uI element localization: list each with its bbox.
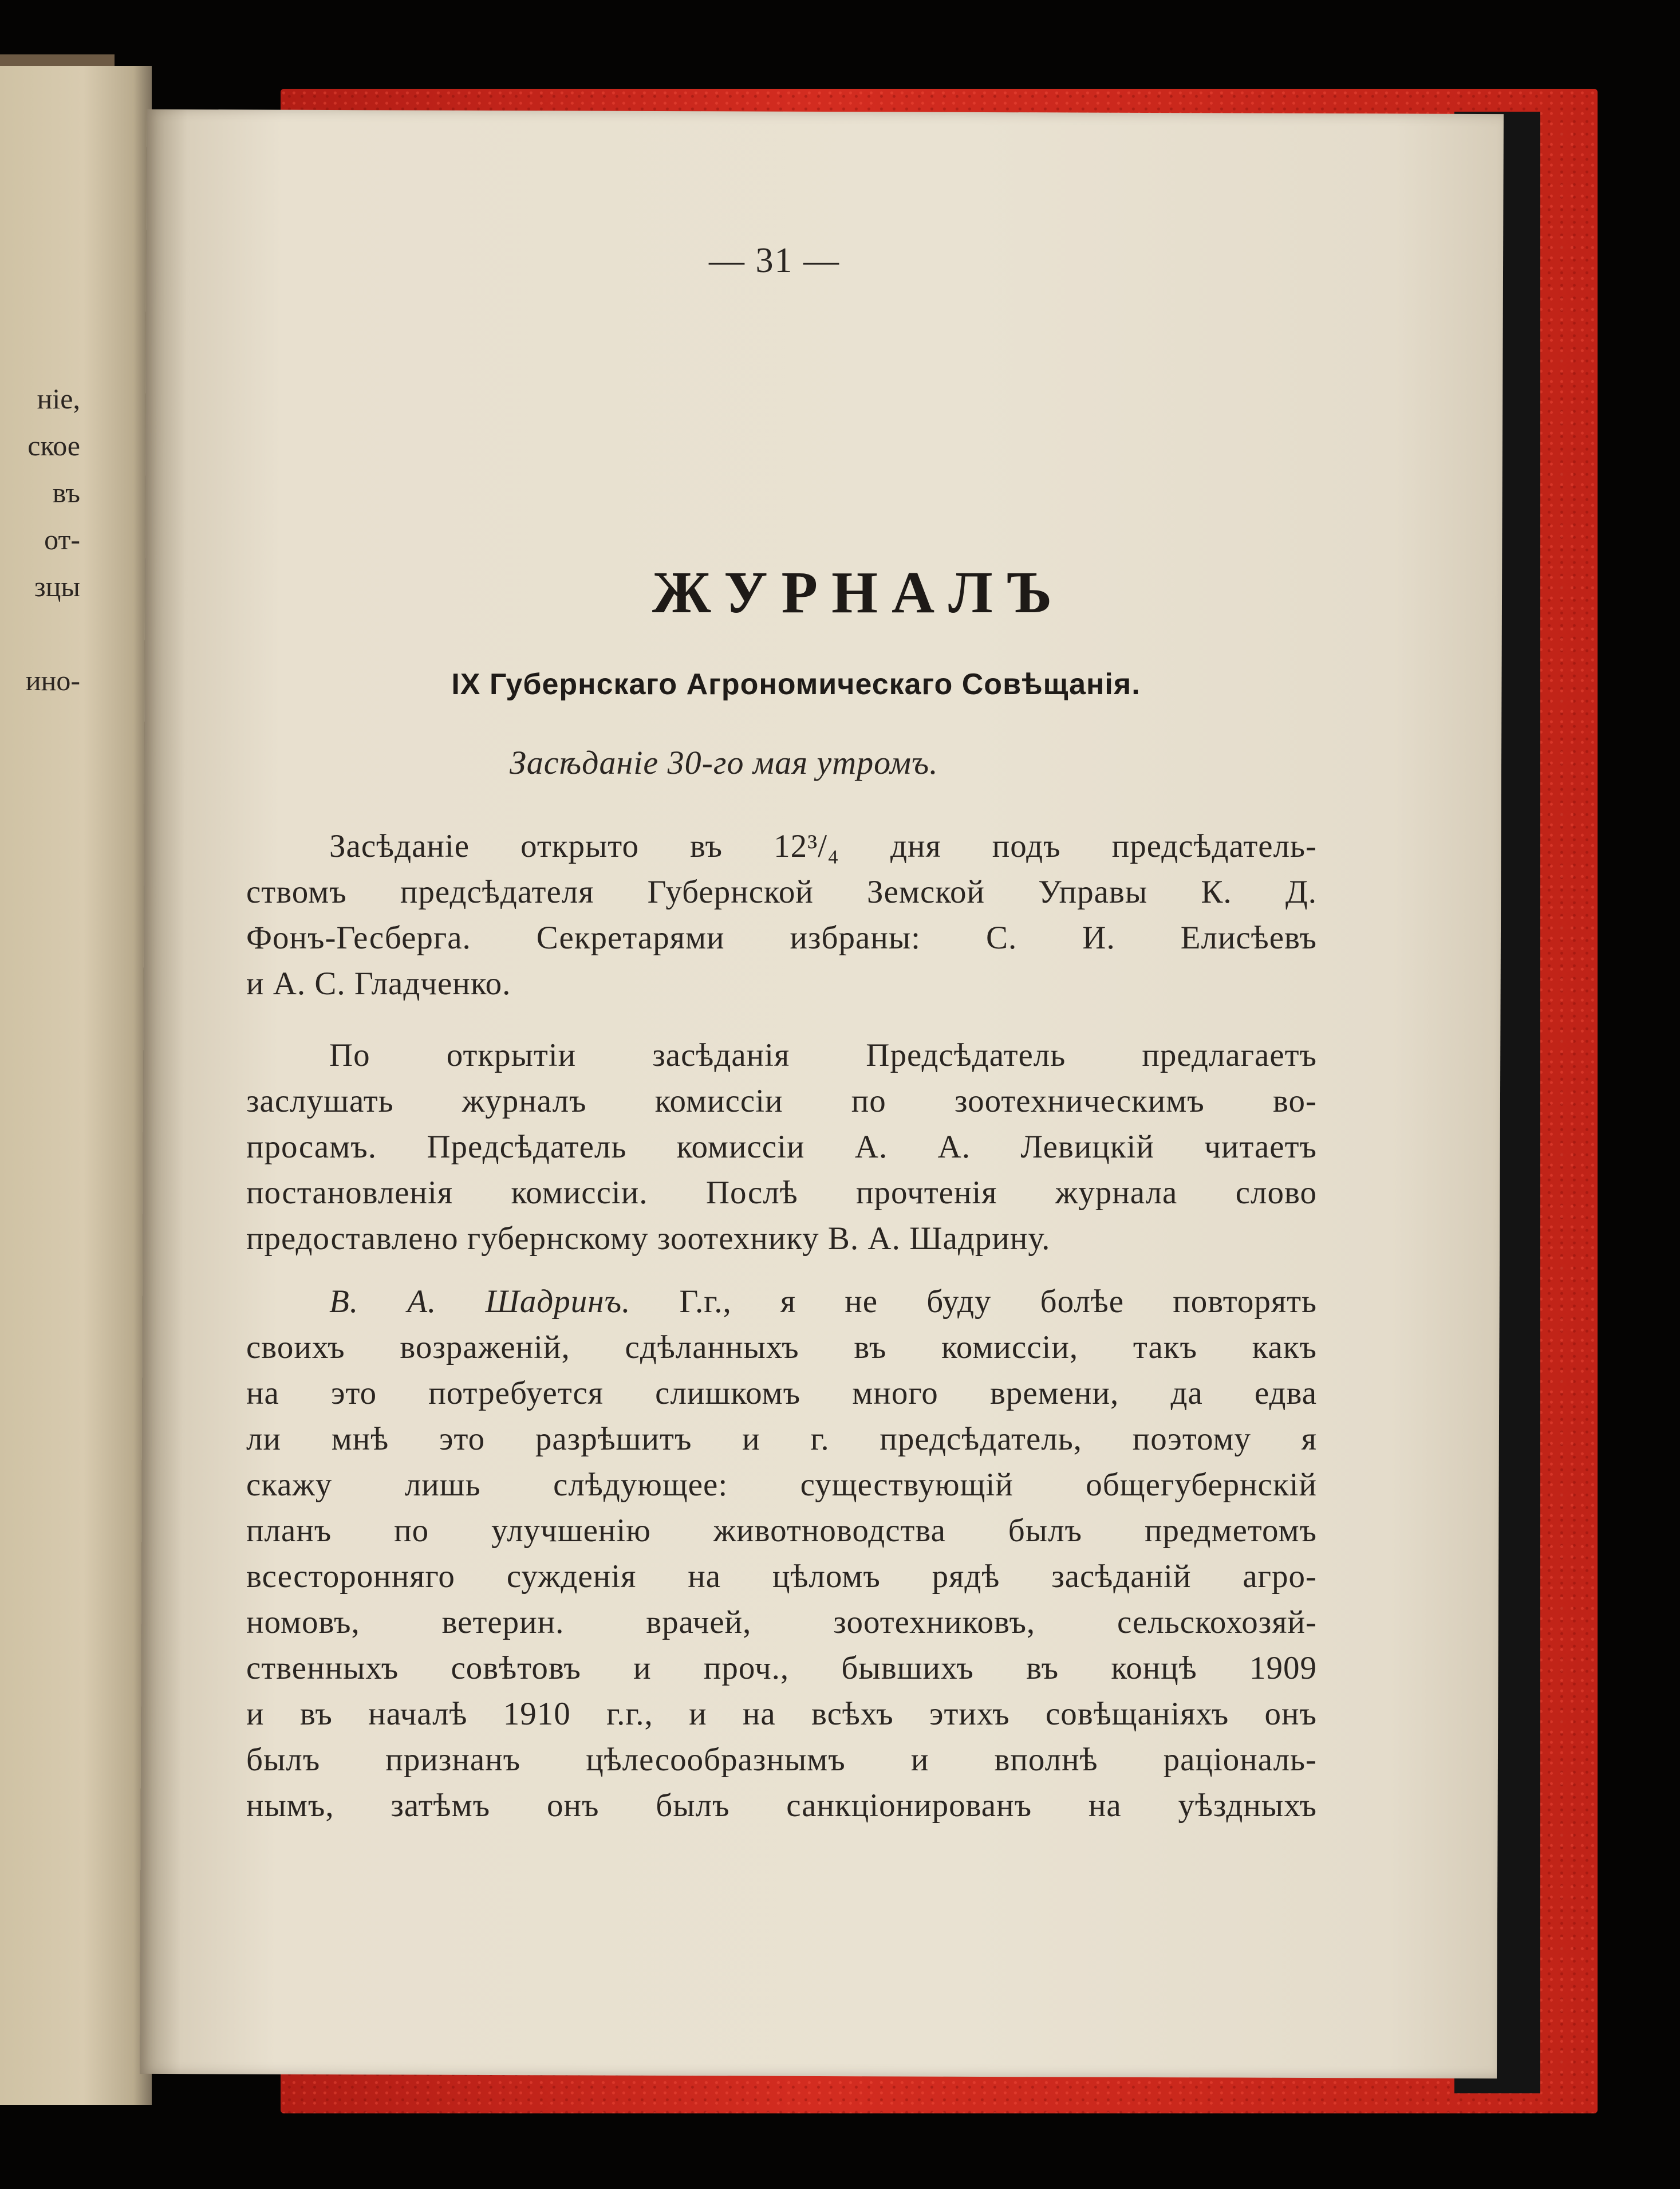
left-fragment: от- — [44, 523, 80, 556]
paragraph-line: всесторонняго сужденія на цѣломъ рядѣ засѣданій агро- — [246, 1558, 1317, 1594]
paragraph-line: Фонъ-Гесберга. Секретарями избраны: С. И. Елисѣевъ — [246, 920, 1317, 956]
paragraph-line: ствомъ предсѣдателя Губернской Земской Управы К. Д. — [246, 874, 1317, 910]
left-fragment: въ — [52, 477, 80, 509]
paragraph-line: Засѣданіе открыто въ 12³/₄ дня подъ предсѣдатель- — [329, 828, 1317, 864]
paragraph-line: По открытіи засѣданія Предсѣдатель предлагаетъ — [329, 1037, 1317, 1073]
paragraph-line: ственныхъ совѣтовъ и проч., бывшихъ въ концѣ 1909 — [246, 1650, 1317, 1686]
paragraph-line: на это потребуется слишкомъ много времени, да едва — [246, 1375, 1317, 1411]
paragraph-line: былъ признанъ цѣлесообразнымъ и вполнѣ раціональ- — [246, 1742, 1317, 1778]
paragraph-line: нымъ, затѣмъ онъ былъ санкціонированъ на уѣздныхъ — [246, 1788, 1317, 1824]
page-title: ЖУРНАЛЪ — [652, 560, 1066, 625]
speaker-line-rest: Г.г., я не буду болѣе повторять — [679, 1284, 1317, 1320]
paragraph-line: постановленія комиссіи. Послѣ прочтенія журнала слово — [246, 1175, 1317, 1211]
left-fragment: ское — [27, 430, 80, 462]
speaker-line — [329, 1283, 1317, 1320]
page-number: — 31 — — [709, 241, 840, 280]
paragraph-line: предоставлено губернскому зоотехнику В. А. Шадрину. — [246, 1221, 1051, 1257]
left-fragment: ино- — [25, 664, 80, 696]
paragraph-line: номовъ, ветерин. врачей, зоотехниковъ, сельскохозяй- — [246, 1604, 1317, 1640]
paragraph-line: просамъ. Предсѣдатель комиссіи А. А. Левицкій читаетъ — [246, 1129, 1317, 1165]
left-fragment: зцы — [34, 570, 80, 603]
paragraph-line: и А. С. Гладченко. — [246, 966, 511, 1002]
left-page-text-fragments — [0, 375, 80, 704]
paragraph-line: ли мнѣ это разрѣшитъ и г. предсѣдатель, поэтому я — [246, 1421, 1317, 1457]
left-fragment: ніе, — [37, 383, 80, 415]
speaker-name: В. А. Шадринъ. — [329, 1284, 631, 1320]
paragraph-line: и въ началѣ 1910 г.г., и на всѣхъ этихъ совѣщаніяхъ онъ — [246, 1696, 1317, 1732]
left-page — [0, 66, 152, 2105]
paragraph-line: своихъ возраженій, сдѣланныхъ въ комиссіи, такъ какъ — [246, 1329, 1317, 1365]
left-fragment — [0, 610, 80, 657]
paragraph-line: заслушать журналъ комиссіи по зоотехническимъ во- — [246, 1083, 1317, 1119]
page-subtitle: IX Губернскаго Агрономическаго Совѣщанія. — [451, 668, 1141, 701]
paragraph-line: скажу лишь слѣдующее: существующій общегубернскій — [246, 1467, 1317, 1503]
paragraph-line: планъ по улучшенію животноводства былъ предметомъ — [246, 1513, 1317, 1549]
session-heading: Засѣданіе 30-го мая утромъ. — [510, 744, 938, 781]
